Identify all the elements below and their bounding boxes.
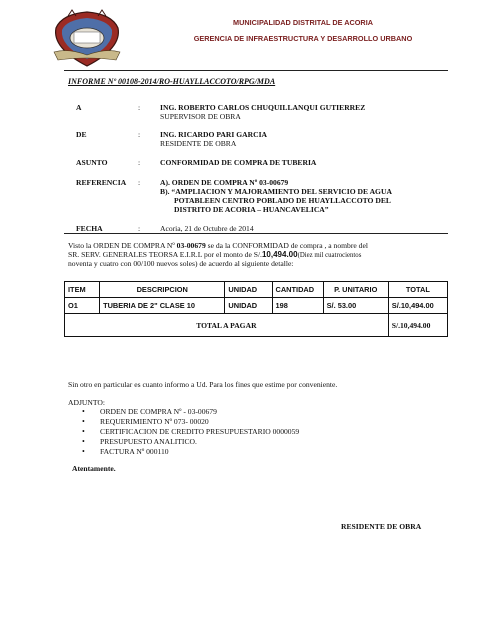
reference-label: REFERENCIA (76, 178, 127, 187)
header-item: ITEM (65, 282, 100, 298)
subject-colon: : (138, 158, 141, 167)
list-item: • ORDEN DE COMPRA Nº - 03-00679 (76, 407, 299, 417)
list-item: • FACTURA Nº 000110 (76, 447, 299, 457)
date-value: Acoria, 21 de Octubre de 2014 (160, 224, 254, 233)
reference-b-line3: DISTRITO DE ACORIA – HUANCAVELICA” (174, 205, 329, 214)
subject-label: ASUNTO (76, 158, 108, 167)
table-header-row (65, 282, 448, 298)
total-label: TOTAL A PAGAR (65, 314, 389, 337)
body-line-2: SR. SERV. GENERALES TEORSA E.I.R.L por el monto de S/.10,494.00(Diez mil cuatrocientos (68, 250, 362, 259)
date-divider (64, 233, 448, 234)
regards: Atentamente. (72, 464, 116, 473)
header-total: TOTAL (388, 282, 447, 298)
date-colon: : (138, 224, 141, 233)
reference-b-line1: B). “AMPLIACION Y MAJORAMIENTO DEL SERVICIO DE AGUA (160, 187, 392, 196)
order-number: 03-00679 (176, 241, 206, 250)
report-title: INFORME Nº 00108-2014/RO-HUAYLLACCOTO/RPG/MDA (68, 77, 276, 86)
reference-colon: : (138, 178, 141, 187)
amount: 10,494.00 (261, 250, 298, 259)
list-item: • PRESUPUESTO ANALITICO. (76, 437, 299, 447)
from-role: RESIDENTE DE OBRA (160, 139, 237, 148)
body-line-1: Visto la ORDEN DE COMPRA Nº 03-00679 se da la CONFORMIDAD de compra , a nombre del (68, 241, 368, 250)
to-colon: : (138, 103, 141, 112)
attachments-label: ADJUNTO: (68, 398, 105, 407)
signature-title: RESIDENTE DE OBRA (341, 522, 422, 531)
cell-total: S/.10,494.00 (388, 298, 447, 314)
attachments-list (76, 407, 299, 457)
body-line-3: noventa y cuatro con 00/100 nuevos soles) de acuerdo al siguiente detalle: (68, 259, 294, 268)
to-name: ING. ROBERTO CARLOS CHUQUILLANQUI GUTIERREZ (160, 103, 366, 112)
cell-unit: UNIDAD (225, 298, 272, 314)
date-label: FECHA (76, 224, 103, 233)
institution-name: MUNICIPALIDAD DISTRITAL DE ACORIA (233, 18, 373, 27)
items-table (64, 281, 448, 337)
from-colon: : (138, 130, 141, 139)
reference-b-line2: POTABLEEN CENTRO POBLADO DE HUAYLLACCOTO DEL (174, 196, 391, 205)
cell-unit-price: S/. 53.00 (323, 298, 388, 314)
table-row (65, 298, 448, 314)
municipal-logo (48, 8, 126, 70)
header-quantity: CANTIDAD (272, 282, 323, 298)
list-item: • REQUERIMIENTO Nº 073- 00020 (76, 417, 299, 427)
header-unit: UNIDAD (225, 282, 272, 298)
header-unit-price: P. UNITARIO (323, 282, 388, 298)
cell-description: TUBERIA DE 2" CLASE 10 (100, 298, 225, 314)
to-label: A (76, 103, 82, 112)
total-value: S/.10,494.00 (388, 314, 447, 337)
table-total-row (65, 314, 448, 337)
department-name: GERENCIA DE INFRAESTRUCTURA Y DESARROLLO URBANO (193, 34, 413, 43)
from-name: ING. RICARDO PARI GARCIA (160, 130, 268, 139)
subject-value: CONFORMIDAD DE COMPRA DE TUBERIA (160, 158, 317, 167)
header-divider (64, 70, 448, 71)
list-item: • CERTIFICACION DE CREDITO PRESUPUESTARIO 0000059 (76, 427, 299, 437)
header-description: DESCRIPCION (100, 282, 225, 298)
from-label: DE (76, 130, 87, 139)
cell-item: O1 (65, 298, 100, 314)
cell-quantity: 198 (272, 298, 323, 314)
to-role: SUPERVISOR DE OBRA (160, 112, 241, 121)
closing-line: Sin otro en particular es cuanto informo a Ud. Para los fines que estime por conveniente. (68, 380, 338, 389)
reference-a: A). ORDEN DE COMPRA Nº 03-00679 (160, 178, 289, 187)
